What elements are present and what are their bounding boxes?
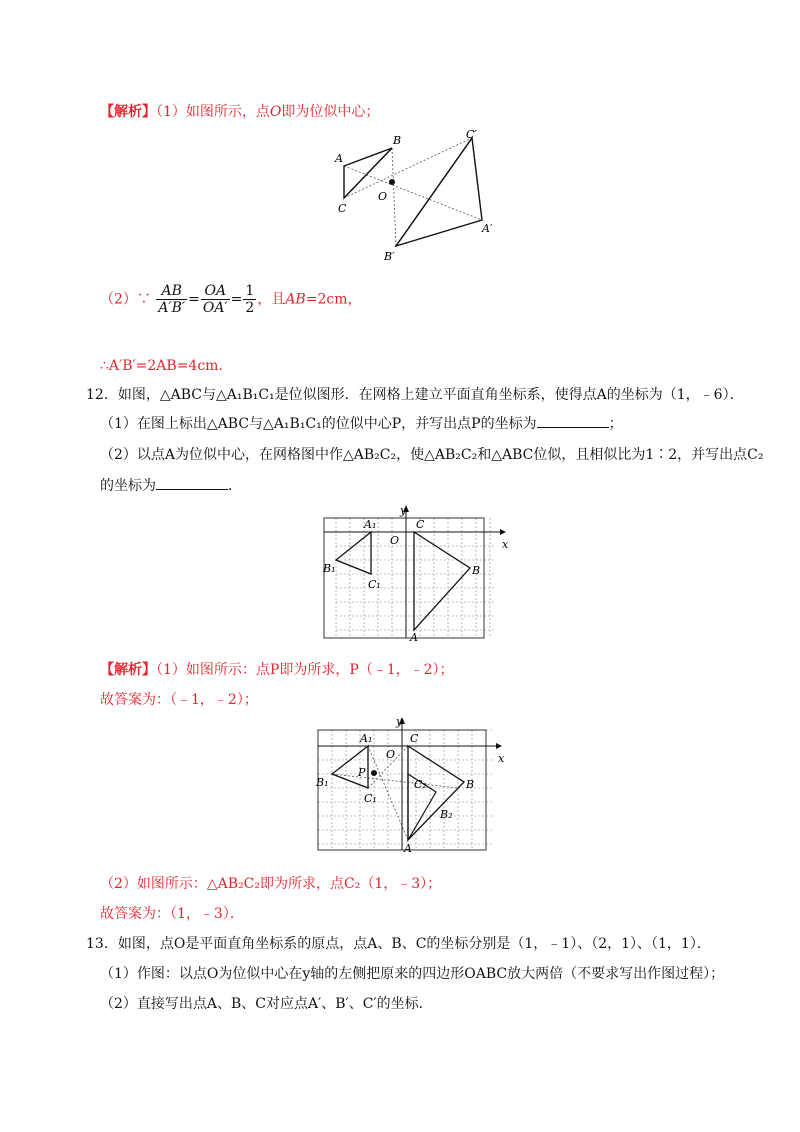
label-o-12: O [390, 534, 400, 547]
sol11-part2-line [100, 283, 361, 316]
label-b-prime: B′ [384, 250, 395, 263]
fraction-1-denominator: A′B′ [158, 300, 186, 316]
q12-part1-answer-blank [537, 415, 609, 428]
label-o-sol12: O [386, 748, 396, 761]
sol11-part1-text: （1）如图所示，点 [156, 104, 270, 120]
q12-part2: （2）以点A为位似中心，在网格图中作△AB₂C₂，使△AB₂C₂和△ABC位似，且相似比为1∶2，并写出点C₂ [100, 447, 764, 463]
q13-part2: （2）直接写出点A、B、C对应点A′、B′、C′的坐标． [100, 996, 433, 1012]
label-a1-12: A₁ [364, 518, 377, 531]
q12-part1-end: ； [608, 416, 623, 432]
label-b1-12: B₁ [323, 562, 336, 575]
sol11-result: ∴A′B′=2AB=4cm. [100, 358, 223, 374]
label-b-sol12: B [466, 778, 475, 791]
grid-lines-12 [324, 518, 496, 638]
label-c-sol12: C [410, 732, 419, 745]
sol11-part1-line [100, 103, 379, 121]
label-c-prime: C′ [466, 128, 477, 141]
label-c2-sol12: C₂ [414, 778, 427, 791]
label-a-sol12: A [404, 842, 412, 855]
q13-part1: （1）作图：以点O为位似中心在y轴的左侧把原来的四边形OABC放大两倍（不要求写出作图过程）； [100, 966, 725, 982]
x-axis-arrow-sol12 [496, 743, 502, 749]
label-b: B [393, 134, 402, 147]
sol11-part2-suffix-a: ，且 [257, 291, 286, 308]
q12-part2-end: ． [228, 478, 242, 494]
fraction-one-half [243, 283, 256, 316]
sol11-part2-prefix: （2）∵ [100, 291, 151, 308]
q12-stem: 12．如图，△ABC与△A₁B₁C₁是位似图形．在网格上建立平面直角坐标系，使得点A的坐标为（1，﹣6）． [86, 387, 744, 403]
sol11-point-o: O [269, 104, 282, 120]
ray-b-bprime [392, 148, 396, 246]
q12-part2-answer-blank [156, 477, 228, 490]
fraction-3-denominator: 2 [245, 300, 255, 316]
label-x-sol12: x [498, 752, 505, 765]
ray-c-cprime [344, 138, 472, 198]
sol12-line3: （2）如图所示：△AB₂C₂即为所求，点C₂（1，﹣3）； [100, 876, 442, 892]
fraction-2-denominator: OA′ [202, 300, 228, 316]
label-a-12: A [410, 631, 418, 642]
label-p-sol12: P [358, 766, 366, 779]
label-c: C [338, 202, 347, 215]
sol12-line4: 故答案为：（1，﹣3）． [100, 906, 244, 922]
triangle-aprime-bprime-cprime [396, 138, 482, 246]
ray-a-aprime [344, 166, 482, 220]
sol12-line2: 故答案为：（﹣1，﹣2）； [100, 692, 258, 708]
point-p-sol12 [371, 770, 377, 776]
sol12-line1-text: （1）如图所示：点P即为所求，P（﹣1，﹣2）； [156, 662, 454, 678]
q12-part1 [100, 415, 623, 433]
solution-bracket-label: 【解析】 [100, 104, 156, 120]
label-c-12: C [416, 518, 425, 531]
x-axis-arrow-12 [500, 529, 506, 535]
fraction-ab-over-aprimebprime [156, 283, 187, 316]
q13-stem: 13．如图，点O是平面直角坐标系的原点，点A、B、C的坐标分别是（1，﹣1）、（2，1）、（1，1）． [86, 936, 711, 952]
label-a: A [335, 152, 343, 165]
sol11-ab: AB [285, 291, 306, 308]
label-c1-sol12: C₁ [364, 792, 377, 805]
label-y-12: y [400, 504, 407, 517]
q12-part2-cont-text: 的坐标为 [100, 478, 156, 494]
grid-border-12 [324, 518, 484, 638]
solution-bracket-label-12: 【解析】 [100, 662, 156, 678]
fraction-1-numerator: AB [156, 283, 187, 300]
label-c1-12: C₁ [368, 578, 381, 591]
sol11-part1-text-b: 即为位似中心； [281, 104, 380, 120]
homothety-figure-11 [330, 128, 510, 266]
grid-figure-sol12 [312, 712, 506, 858]
label-x-12: x [502, 538, 508, 551]
label-a-prime: A′ [482, 222, 493, 235]
fraction-2-numerator: OA [201, 283, 230, 300]
label-b1-sol12: B₁ [316, 776, 329, 789]
equals-sign-1: = [188, 291, 200, 308]
sol11-part2-suffix-b: =2cm， [305, 291, 362, 308]
segment-cprime-bprime [396, 138, 472, 246]
triangle-a1b1c1-12 [336, 532, 371, 574]
fraction-3-numerator: 1 [245, 283, 255, 299]
label-y-sol12: y [396, 715, 403, 728]
label-b2-sol12: B₂ [440, 808, 453, 821]
label-o: O [378, 190, 388, 203]
label-b-12: B [472, 564, 481, 577]
fraction-oa-over-oaprime [201, 283, 230, 316]
triangle-abc-12 [414, 532, 470, 630]
q12-part1-text: （1）在图上标出△ABC与△A₁B₁C₁的位似中心P，并写出点P的坐标为 [100, 416, 537, 432]
equals-sign-2: = [230, 291, 243, 308]
grid-figure-12 [318, 500, 508, 642]
center-point-o [389, 179, 395, 185]
q12-part2-cont [100, 477, 242, 495]
sol12-line1 [100, 661, 454, 679]
label-a1-sol12: A₁ [360, 732, 373, 745]
